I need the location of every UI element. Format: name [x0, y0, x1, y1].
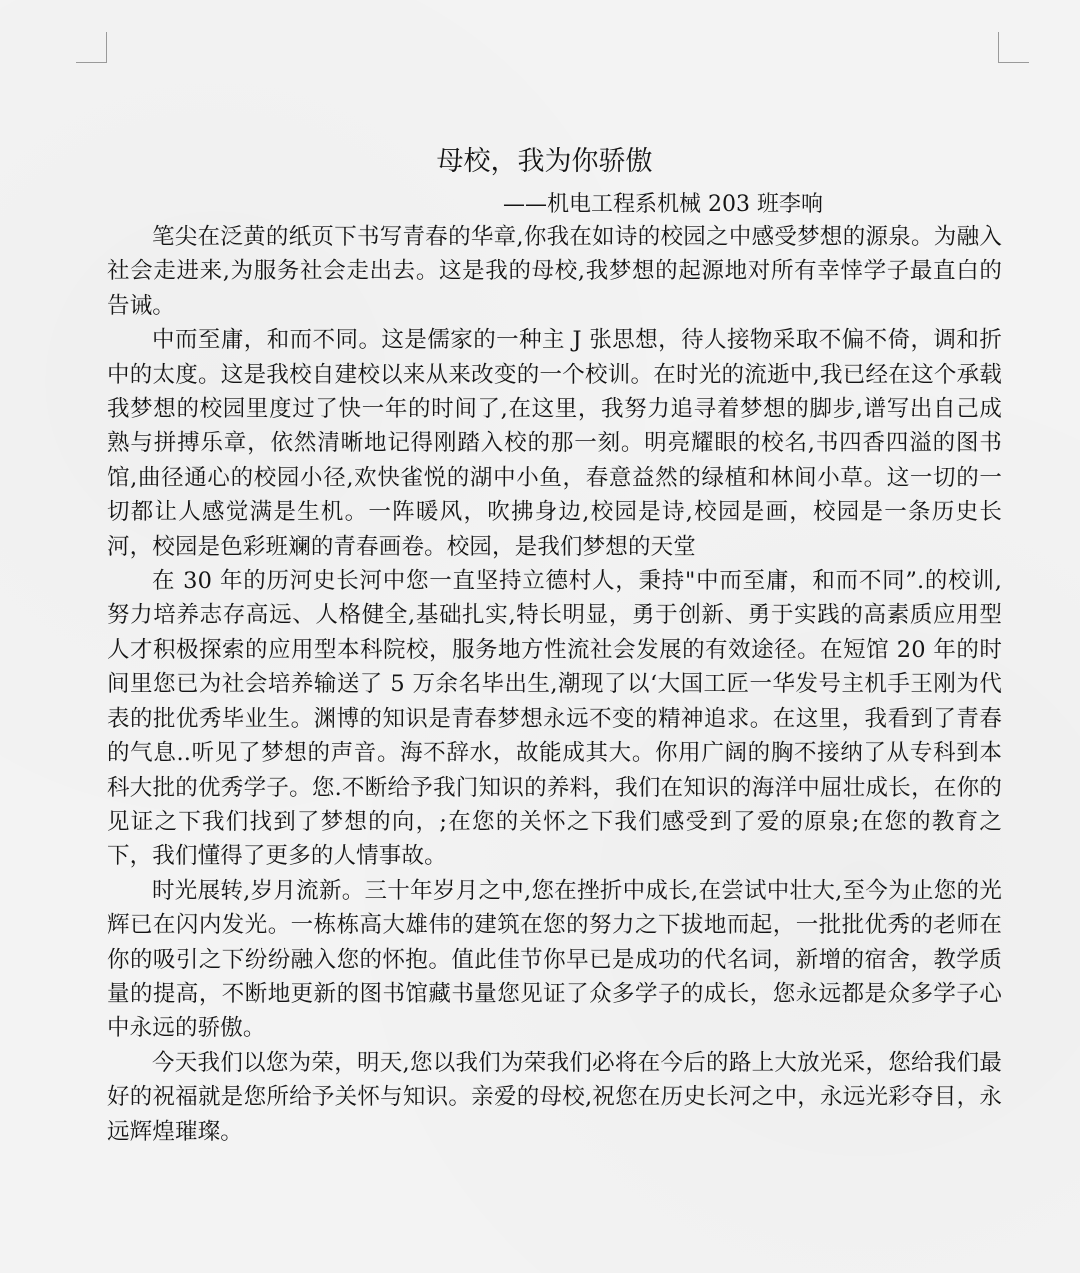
paragraph-3: 在 30 年的历河史长河中您一直坚持立德村人，秉持"中而至庸，和而不同”.的校训,努力培养志存高远、人格健全,基础扎实,特长明显，勇于创新、勇于实践的高素质应用型人才积极探索的应用型本科院校，服务地方性流社会发展的有效途径。在短馆 20 年的时间里您已为社会培养输送了 5 万余名毕出生,潮现了以‘大国工匠一华发号主机手王刚为代表的批优秀毕业生。渊博的知识是青春梦想永远不变的精神追求。在这里，我看到了青春的气息..听见了梦想的声音。海不辞水，故能成其大。你用广阔的胸不接纳了从专科到本科大批的优秀学子。您.不断给予我门知识的养料，我们在知识的海洋中屈壮成长，在你的见证之下我们找到了梦想的向，;在您的关怀之下我们感受到了爱的原泉;在您的教育之下，我们懂得了更多的人情事故。 — [107, 568, 1002, 870]
paragraph-5: 今天我们以您为荣，明天,您以我们为荣我们必将在今后的路上大放光采，您给我们最好的祝福就是您所给予关怀与知识。亲爱的母校,祝您在历史长河之中，永远光彩夺目，永远辉煌璀璨。 — [107, 1049, 1002, 1145]
paragraph-2: 中而至庸，和而不同。这是儒家的一种主 J 张思想，待人接物采取不偏不倚，调和折中的太度。这是我校自建校以来从来改变的一个校训。在时光的流逝中,我已经在这个承载我梦想的校园里度过了快一年的时间了,在这里，我努力追寻着梦想的脚步,谱写出自己成熟与拼搏乐章，依然清晰地记得刚踏入校的那一刻。明亮耀眼的校名,书四香四溢的图书馆,曲径通心的校园小径,欢快雀悦的湖中小鱼，春意益然的绿植和林间小草。这一切的一切都让人感觉满是生机。一阵暖风，吹拂身边,校园是诗,校园是画，校园是一条历史长河，校园是色彩班斓的青春画卷。校园，是我们梦想的天堂 — [107, 327, 1002, 560]
paragraph-1: 笔尖在泛黄的纸页下书写青春的华章,你我在如诗的校园之中感受梦想的源泉。为融入 社会走进来,为服务社会走出去。这是我的母校,我梦想的起源地对所有幸悻学子最直白的告诫。 — [107, 224, 1002, 319]
crop-mark-top-left — [76, 32, 107, 63]
paragraph-4: 时光展转,岁月流新。三十年岁月之中,您在挫折中成长,在尝试中壮大,至今为止您的光辉已在闪内发光。一栋栋高大雄伟的建筑在您的努力之下拔地而起，一批批优秀的老师在你的吸引之下纷纷融入您的怀抱。值此佳节你早已是成功的代名词，新增的宿舍，教学质量的提高，不断地更新的图书馆藏书量您见证了众多学子的成长，您永远都是众多学子心中永远的骄傲。 — [107, 877, 1002, 1042]
document-body — [107, 140, 1002, 1149]
document-byline: ——机电工程系机械 203 班李响 — [503, 192, 823, 217]
crop-mark-top-right — [998, 32, 1029, 63]
document-title: 母校，我为你骄傲 — [436, 146, 653, 177]
